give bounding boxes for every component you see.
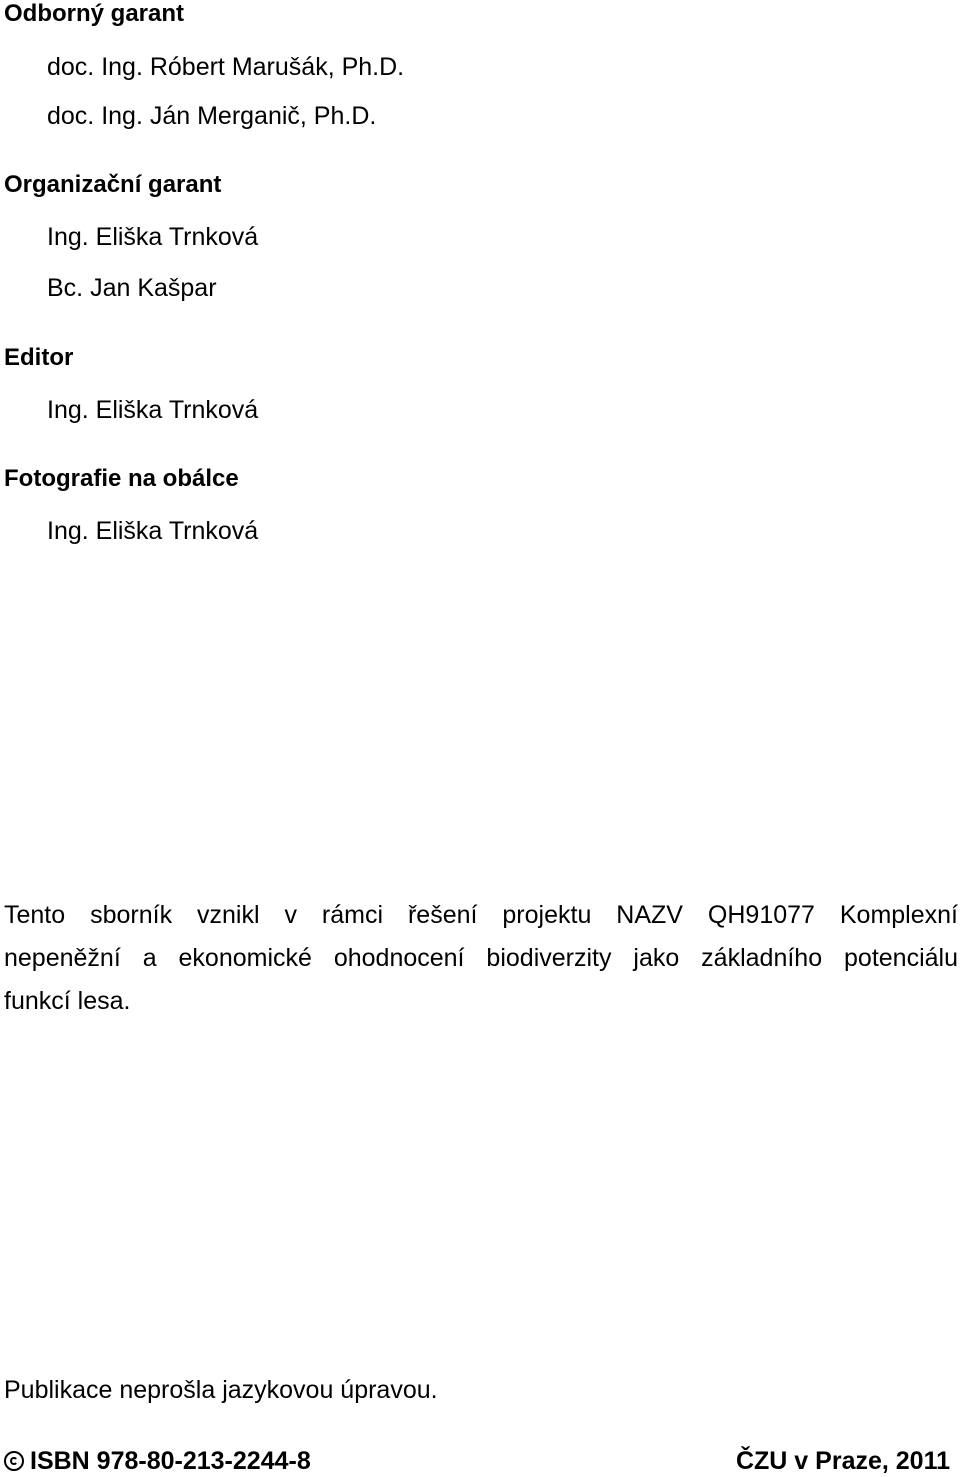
editor-name: Ing. Eliška Trnková [47,396,259,424]
project-note [4,894,958,1023]
organizational-guarantor-1: Ing. Eliška Trnková [47,223,259,251]
publisher-text: ČZU v Praze, 2011 [735,1447,950,1475]
isbn-text: ISBN 978-80-213-2244-8 [30,1447,311,1475]
scientific-guarantor-1: doc. Ing. Róbert Marušák, Ph.D. [47,53,405,81]
isbn-block [4,1447,311,1475]
project-note-line-2: nepeněžní a ekonomické ohodnocení biodiverzity jako základního potenciálu [4,944,958,972]
copyright-icon [4,1451,24,1471]
cover-photo-author: Ing. Eliška Trnková [47,517,259,545]
footer [4,1447,954,1477]
scientific-guarantor-2: doc. Ing. Ján Merganič, Ph.D. [47,102,377,130]
heading-cover-photo: Fotografie na obálce [4,465,239,492]
organizational-guarantor-2: Bc. Jan Kašpar [47,274,217,302]
language-note: Publikace neprošla jazykovou úpravou. [4,1376,438,1404]
heading-editor: Editor [4,344,74,371]
heading-scientific-guarantor: Odborný garant [4,0,185,27]
project-note-line-1: Tento sborník vznikl v rámci řešení projektu NAZV QH91077 Komplexní [4,901,958,929]
project-note-line-3: funkcí lesa. [4,987,131,1015]
heading-organizational-guarantor: Organizační garant [4,171,222,198]
